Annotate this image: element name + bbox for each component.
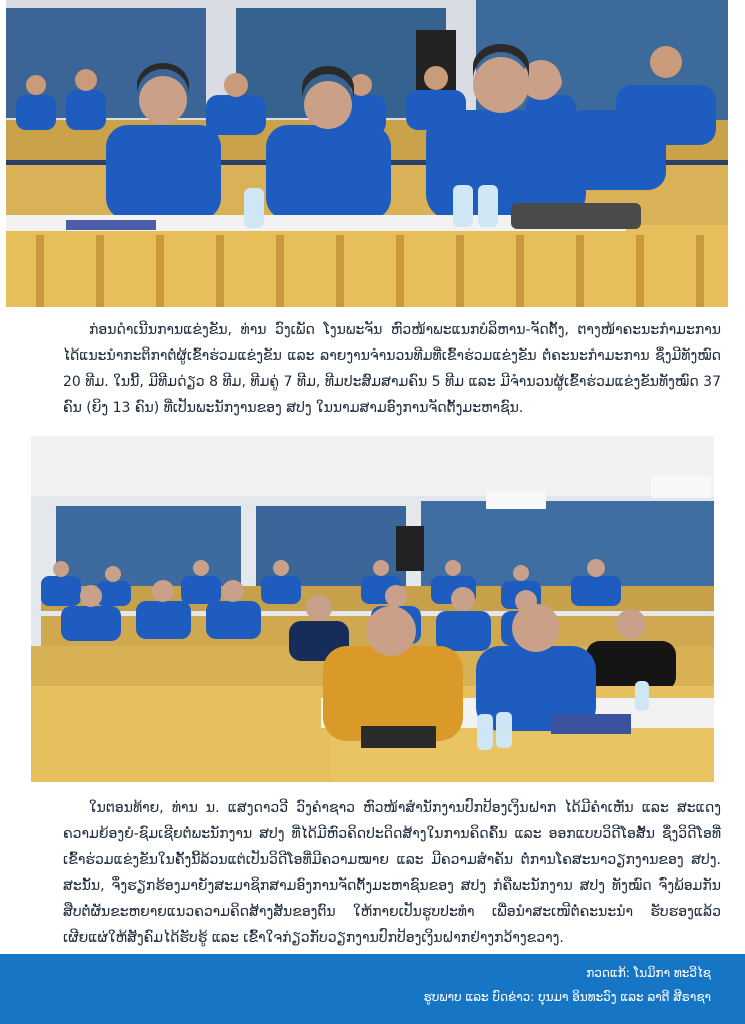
meeting-room-photo-icon (6, 0, 728, 307)
article-paragraph-1: ກ່ອນດຳເນີນການແຂ່ງຂັນ, ທ່ານ ວົງເພັດ ໂງນພະຈັນ ຫົວໜ້າພະແນກບໍລິຫານ-ຈັດຕັ້ງ, ຕາງໜ້າຄະນະກຳມະການ ໄດ້ແນະນຳກະຕິກາຕໍ່ຜູ້ເຂົ້າຮ່ວມແຂ່ງຂັນ ແລະ ລາຍງານຈຳນວນທີມທີ່ເຂົ້າຮ່ວມແຂ່ງຂັນ ຕໍ່ຄະນະກຳມະການ ຊຶ່ງມີທັງໝົດ 20 ທີມ. ໃນນີ້, ມີທີມດ່ຽວ 8 ທີມ, ທີມຄູ່ 7 ທີມ, ທີມປະສົມສາມຄົນ 5 ທີມ ແລະ ມີຈຳນວນຜູ້ເຂົ້າຮ່ວມແຂ່ງຂັນທັງໝົດ 37 ຄົນ (ຍິງ 13 ຄົນ) ທີ່ເປັນພະນັກງານຂອງ ສປງ ໃນນາມສາມອົງການຈັດຕັ້ງມະຫາຊົນ. (63, 322, 721, 416)
article-paragraph-2: ໃນຕອນທ້າຍ, ທ່ານ ນ. ແສງດາວວີ ວົງຄຳຊາວ ຫົວໜ້າສຳນັກງານປົກປ້ອງເງິນຝາກ ໄດ້ມີຄຳເຫັນ ແລະ ສະແດງຄວາມຍ້ອງຍໍ-ຊົມເຊີຍຕໍ່ພະນັກງານ ສປງ ທີ່ໄດ້ມີຫົວຄິດປະດິດສ້າງໃນການຄິດຄົ້ນ ແລະ ອອກແບບວິດີໂອສັ້ນ ຊຶ່ງວິດີໂອທີ່ເຂົ້າຮ່ວມແຂ່ງຂັນໃນຄັ້ງນີ້ລ້ວນແຕ່ເປັນວິດີໂອທີ່ມີຄວາມໝາຍ ແລະ ມີຄວາມສຳຄັນ ຕໍ່ການໂຄສະນາວຽກງານຂອງ ສປງ. ສະນັ້ນ, ຈຶ່ງຮຽກຮ້ອງມາຍັງສະມາຊິກສາມອົງການຈັດຕັ້ງມະຫາຊົນຂອງ ສປງ ກໍຄືພະນັກງານ ສປງ ທັງໝົດ ຈົ່ງພ້ອມກັນສືບຕໍ່ຜັນຂະຫຍາຍແນວຄວາມຄິດສ້າງສັນຂອງຕົນ ໃຫ້ກາຍເປັນຮູບປະທຳ ເພື່ອນຳສະເໜີຕໍ່ຄະນະນຳ ຮັບຮອງແລ້ວ ເຜີຍແຜ່ໃຫ້ສັງຄົມໄດ້ຮັບຮູ້ ແລະ ເຂົ້າໃຈກ່ຽວກັບວຽກງານປົກປ້ອງເງິນຝາກຢ່າງກວ້າງຂວາງ. (63, 800, 721, 946)
footer-bar (0, 954, 745, 1024)
meeting-photo-top (6, 0, 728, 307)
meeting-room-photo-icon (31, 436, 714, 782)
meeting-photo-bottom (31, 436, 714, 782)
editor-credit: ກວດແກ້: ໂນມິກາ ທະວີໄຊ (586, 966, 711, 980)
photo-credit: ຮູບພາບ ແລະ ບົດຂ່າວ: ບຸນມາ ອິນທະວົງ ແລະ ລາຕີ ສີຣາຊາ (423, 990, 711, 1004)
